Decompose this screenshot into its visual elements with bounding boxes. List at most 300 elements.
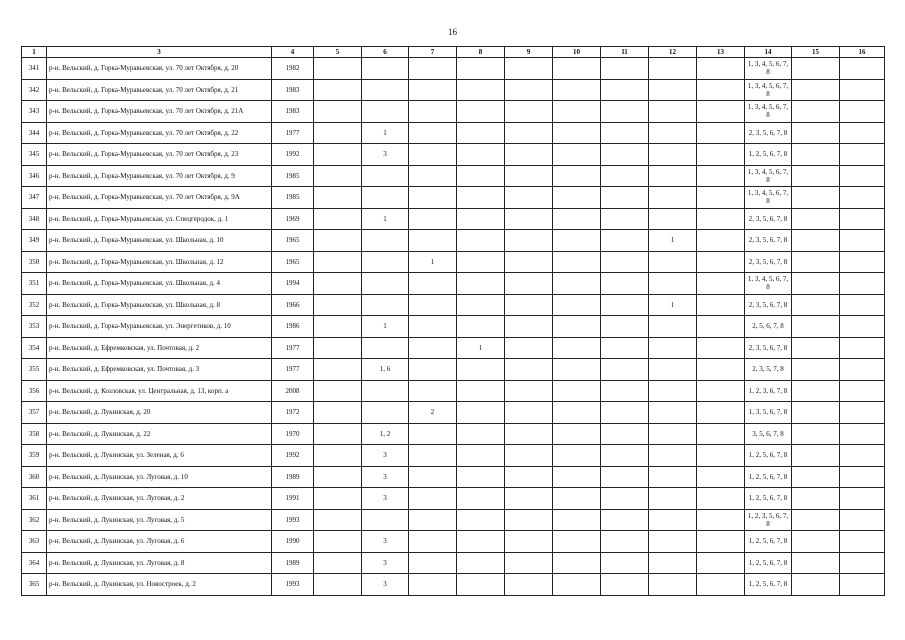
col11-cell xyxy=(601,273,649,295)
row-number-cell: 342 xyxy=(22,79,47,101)
col7-cell xyxy=(409,273,457,295)
col9-cell xyxy=(505,445,553,467)
row-number-cell: 349 xyxy=(22,230,47,252)
col5-cell xyxy=(314,294,362,316)
col14-cell: 2, 3, 5, 6, 7, 8 xyxy=(745,294,792,316)
col9-cell xyxy=(505,251,553,273)
col5-cell xyxy=(314,337,362,359)
col6-cell: 1 xyxy=(362,122,409,144)
table-row xyxy=(22,445,885,467)
year-cell: 1977 xyxy=(272,359,314,381)
col14-cell: 1, 3, 4, 5, 6, 7, 8 xyxy=(745,273,792,295)
table-row xyxy=(22,187,885,209)
col11-cell xyxy=(601,445,649,467)
year-cell: 1965 xyxy=(272,230,314,252)
col10-cell xyxy=(553,574,601,596)
col13-cell xyxy=(697,552,745,574)
col5-cell xyxy=(314,101,362,123)
col6-cell: 1, 2 xyxy=(362,423,409,445)
col16-cell xyxy=(840,402,885,424)
col9-cell xyxy=(505,574,553,596)
address-cell: р-н. Вельский, д. Горка-Муравьевская, ул. Спецгеродок, д. 1 xyxy=(47,208,272,230)
col16-cell xyxy=(840,531,885,553)
year-cell: 1993 xyxy=(272,509,314,531)
col15-cell xyxy=(792,230,840,252)
col6-cell xyxy=(362,402,409,424)
col14-cell: 1, 3, 4, 5, 6, 7, 8 xyxy=(745,187,792,209)
col9-cell xyxy=(505,402,553,424)
column-header-8: 8 xyxy=(457,47,505,58)
col7-cell xyxy=(409,445,457,467)
year-cell: 1977 xyxy=(272,122,314,144)
row-number-cell: 361 xyxy=(22,488,47,510)
column-header-7: 7 xyxy=(409,47,457,58)
col15-cell xyxy=(792,466,840,488)
col10-cell xyxy=(553,509,601,531)
col6-cell: 3 xyxy=(362,445,409,467)
col12-cell xyxy=(649,165,697,187)
col16-cell xyxy=(840,208,885,230)
col9-cell xyxy=(505,165,553,187)
col7-cell xyxy=(409,337,457,359)
col5-cell xyxy=(314,58,362,80)
col16-cell xyxy=(840,294,885,316)
col6-cell: 3 xyxy=(362,466,409,488)
row-number-cell: 363 xyxy=(22,531,47,553)
col9-cell xyxy=(505,294,553,316)
col7-cell xyxy=(409,294,457,316)
col16-cell xyxy=(840,122,885,144)
col14-cell: 2, 3, 5, 6, 7, 8 xyxy=(745,230,792,252)
year-cell: 1969 xyxy=(272,208,314,230)
address-cell: р-н. Вельский, д. Горка-Муравьевская, ул. Энергетиков, д. 10 xyxy=(47,316,272,338)
address-cell: р-н. Вельский, д. Лукинская, ул. Луговая, д. 2 xyxy=(47,488,272,510)
col14-cell: 1, 2, 3, 6, 7, 8 xyxy=(745,380,792,402)
col16-cell xyxy=(840,574,885,596)
col12-cell xyxy=(649,531,697,553)
col7-cell xyxy=(409,316,457,338)
col12-cell xyxy=(649,337,697,359)
address-cell: р-н. Вельский, д. Горка-Муравьевская, ул. 70 лет Октября, д. 22 xyxy=(47,122,272,144)
table-row xyxy=(22,316,885,338)
col11-cell xyxy=(601,144,649,166)
table-row xyxy=(22,144,885,166)
col14-cell: 2, 3, 5, 6, 7, 8 xyxy=(745,251,792,273)
table-row xyxy=(22,402,885,424)
col8-cell xyxy=(457,208,505,230)
col14-cell: 1, 2, 5, 6, 7, 8 xyxy=(745,144,792,166)
col15-cell xyxy=(792,445,840,467)
col10-cell xyxy=(553,122,601,144)
col15-cell xyxy=(792,359,840,381)
col6-cell: 1 xyxy=(362,316,409,338)
col15-cell xyxy=(792,531,840,553)
col15-cell xyxy=(792,552,840,574)
col11-cell xyxy=(601,251,649,273)
col14-cell: 2, 3, 5, 6, 7, 8 xyxy=(745,122,792,144)
col15-cell xyxy=(792,187,840,209)
year-cell: 1983 xyxy=(272,101,314,123)
col13-cell xyxy=(697,488,745,510)
col13-cell xyxy=(697,208,745,230)
col15-cell xyxy=(792,488,840,510)
col13-cell xyxy=(697,251,745,273)
col14-cell: 1, 2, 5, 6, 7, 8 xyxy=(745,552,792,574)
table-row xyxy=(22,58,885,80)
col12-cell xyxy=(649,509,697,531)
row-number-cell: 362 xyxy=(22,509,47,531)
col12-cell xyxy=(649,466,697,488)
col13-cell xyxy=(697,509,745,531)
table-row xyxy=(22,531,885,553)
row-number-cell: 343 xyxy=(22,101,47,123)
col13-cell xyxy=(697,101,745,123)
col10-cell xyxy=(553,187,601,209)
table-row xyxy=(22,509,885,531)
col15-cell xyxy=(792,402,840,424)
col7-cell xyxy=(409,380,457,402)
col11-cell xyxy=(601,58,649,80)
col14-cell: 1, 2, 5, 6, 7, 8 xyxy=(745,445,792,467)
year-cell: 1966 xyxy=(272,294,314,316)
col12-cell xyxy=(649,208,697,230)
col5-cell xyxy=(314,359,362,381)
col9-cell xyxy=(505,509,553,531)
col14-cell: 3, 5, 6, 7, 8 xyxy=(745,423,792,445)
header-row xyxy=(22,47,885,58)
address-cell: р-н. Вельский, д. Козловская, ул. Центральная, д. 13, корп. а xyxy=(47,380,272,402)
col15-cell xyxy=(792,101,840,123)
col10-cell xyxy=(553,380,601,402)
column-header-16: 16 xyxy=(840,47,885,58)
col9-cell xyxy=(505,58,553,80)
address-cell: р-н. Вельский, д. Горка-Муравьевская, ул. 70 лет Октября, д. 9А xyxy=(47,187,272,209)
col5-cell xyxy=(314,187,362,209)
col16-cell xyxy=(840,488,885,510)
col10-cell xyxy=(553,58,601,80)
col7-cell xyxy=(409,531,457,553)
column-header-13: 13 xyxy=(697,47,745,58)
col12-cell xyxy=(649,380,697,402)
col14-cell: 2, 3, 5, 6, 7, 8 xyxy=(745,208,792,230)
row-number-cell: 344 xyxy=(22,122,47,144)
col12-cell xyxy=(649,101,697,123)
col7-cell xyxy=(409,144,457,166)
col16-cell xyxy=(840,509,885,531)
col8-cell xyxy=(457,294,505,316)
col9-cell xyxy=(505,316,553,338)
col10-cell xyxy=(553,251,601,273)
year-cell: 1990 xyxy=(272,531,314,553)
table-row xyxy=(22,165,885,187)
col11-cell xyxy=(601,423,649,445)
col5-cell xyxy=(314,208,362,230)
col13-cell xyxy=(697,316,745,338)
col11-cell xyxy=(601,574,649,596)
col14-cell: 1, 2, 3, 5, 6, 7, 8 xyxy=(745,509,792,531)
address-cell: р-н. Вельский, д. Лукинская, ул. Луговая, д. 6 xyxy=(47,531,272,553)
col8-cell xyxy=(457,165,505,187)
year-cell: 1965 xyxy=(272,251,314,273)
col14-cell: 1, 3, 4, 5, 6, 7, 8 xyxy=(745,58,792,80)
col14-cell: 1, 2, 5, 6, 7, 8 xyxy=(745,466,792,488)
col14-cell: 1, 3, 4, 5, 6, 7, 8 xyxy=(745,79,792,101)
col12-cell xyxy=(649,273,697,295)
col14-cell: 2, 5, 6, 7, 8 xyxy=(745,316,792,338)
table-body xyxy=(22,58,885,596)
col12-cell xyxy=(649,122,697,144)
address-cell: р-н. Вельский, д. Горка-Муравьевская, ул. 70 лет Октября, д. 23 xyxy=(47,144,272,166)
col5-cell xyxy=(314,466,362,488)
row-number-cell: 348 xyxy=(22,208,47,230)
col7-cell xyxy=(409,466,457,488)
col8-cell: 1 xyxy=(457,337,505,359)
col13-cell xyxy=(697,122,745,144)
col12-cell xyxy=(649,359,697,381)
col8-cell xyxy=(457,58,505,80)
col6-cell xyxy=(362,380,409,402)
col11-cell xyxy=(601,402,649,424)
col15-cell xyxy=(792,509,840,531)
col16-cell xyxy=(840,79,885,101)
year-cell: 1989 xyxy=(272,552,314,574)
col11-cell xyxy=(601,79,649,101)
col16-cell xyxy=(840,251,885,273)
col12-cell xyxy=(649,316,697,338)
col10-cell xyxy=(553,423,601,445)
col10-cell xyxy=(553,79,601,101)
col9-cell xyxy=(505,466,553,488)
col10-cell xyxy=(553,294,601,316)
col5-cell xyxy=(314,488,362,510)
col5-cell xyxy=(314,531,362,553)
col10-cell xyxy=(553,144,601,166)
col16-cell xyxy=(840,273,885,295)
address-cell: р-н. Вельский, д. Горка-Муравьевская, ул. 70 лет Октября, д. 21А xyxy=(47,101,272,123)
column-header-6: 6 xyxy=(362,47,409,58)
col16-cell xyxy=(840,423,885,445)
col5-cell xyxy=(314,423,362,445)
col15-cell xyxy=(792,273,840,295)
col10-cell xyxy=(553,316,601,338)
col5-cell xyxy=(314,230,362,252)
col13-cell xyxy=(697,337,745,359)
column-header-10: 10 xyxy=(553,47,601,58)
address-cell: р-н. Вельский, д. Горка-Муравьевская, ул. Школьная, д. 8 xyxy=(47,294,272,316)
row-number-cell: 364 xyxy=(22,552,47,574)
col11-cell xyxy=(601,122,649,144)
col8-cell xyxy=(457,122,505,144)
col9-cell xyxy=(505,230,553,252)
col16-cell xyxy=(840,552,885,574)
col10-cell xyxy=(553,208,601,230)
row-number-cell: 365 xyxy=(22,574,47,596)
year-cell: 1972 xyxy=(272,402,314,424)
col5-cell xyxy=(314,509,362,531)
row-number-cell: 345 xyxy=(22,144,47,166)
col6-cell xyxy=(362,187,409,209)
address-cell: р-н. Вельский, д. Лукинская, д. 20 xyxy=(47,402,272,424)
col8-cell xyxy=(457,380,505,402)
col7-cell: 2 xyxy=(409,402,457,424)
col11-cell xyxy=(601,552,649,574)
col13-cell xyxy=(697,144,745,166)
col12-cell xyxy=(649,552,697,574)
col10-cell xyxy=(553,445,601,467)
col14-cell: 1, 3, 4, 5, 6, 7, 8 xyxy=(745,101,792,123)
row-number-cell: 353 xyxy=(22,316,47,338)
col11-cell xyxy=(601,101,649,123)
col14-cell: 1, 3, 4, 5, 6, 7, 8 xyxy=(745,165,792,187)
col6-cell: 3 xyxy=(362,552,409,574)
row-number-cell: 357 xyxy=(22,402,47,424)
address-cell: р-н. Вельский, д. Лукинская, ул. Луговая, д. 5 xyxy=(47,509,272,531)
col7-cell xyxy=(409,552,457,574)
address-cell: р-н. Вельский, д. Лукинская, ул. Новостроек, д. 2 xyxy=(47,574,272,596)
col9-cell xyxy=(505,423,553,445)
col11-cell xyxy=(601,165,649,187)
col7-cell xyxy=(409,187,457,209)
col7-cell xyxy=(409,122,457,144)
col8-cell xyxy=(457,316,505,338)
col12-cell xyxy=(649,58,697,80)
year-cell: 1985 xyxy=(272,165,314,187)
col8-cell xyxy=(457,466,505,488)
table-row xyxy=(22,423,885,445)
row-number-cell: 351 xyxy=(22,273,47,295)
address-cell: р-н. Вельский, д. Горка-Муравьевская, ул. Школьная, д. 4 xyxy=(47,273,272,295)
address-cell: р-н. Вельский, д. Лукинская, ул. Луговая, д. 8 xyxy=(47,552,272,574)
col9-cell xyxy=(505,208,553,230)
table-row xyxy=(22,337,885,359)
col11-cell xyxy=(601,380,649,402)
col9-cell xyxy=(505,359,553,381)
year-cell: 1992 xyxy=(272,445,314,467)
address-cell: р-н. Вельский, д. Горка-Муравьевская, ул. 70 лет Октября, д. 20 xyxy=(47,58,272,80)
column-header-11: 11 xyxy=(601,47,649,58)
table-row xyxy=(22,466,885,488)
row-number-cell: 359 xyxy=(22,445,47,467)
col16-cell xyxy=(840,101,885,123)
col10-cell xyxy=(553,402,601,424)
table-row xyxy=(22,101,885,123)
row-number-cell: 355 xyxy=(22,359,47,381)
col11-cell xyxy=(601,316,649,338)
col6-cell xyxy=(362,165,409,187)
row-number-cell: 350 xyxy=(22,251,47,273)
col5-cell xyxy=(314,552,362,574)
col12-cell xyxy=(649,187,697,209)
column-header-15: 15 xyxy=(792,47,840,58)
col6-cell xyxy=(362,509,409,531)
col16-cell xyxy=(840,380,885,402)
col13-cell xyxy=(697,359,745,381)
col6-cell: 1, 6 xyxy=(362,359,409,381)
col14-cell: 1, 2, 5, 6, 7, 8 xyxy=(745,531,792,553)
col5-cell xyxy=(314,144,362,166)
col10-cell xyxy=(553,273,601,295)
col15-cell xyxy=(792,122,840,144)
col5-cell xyxy=(314,380,362,402)
col9-cell xyxy=(505,122,553,144)
year-cell: 1982 xyxy=(272,58,314,80)
col5-cell xyxy=(314,251,362,273)
col5-cell xyxy=(314,273,362,295)
row-number-cell: 358 xyxy=(22,423,47,445)
table-row xyxy=(22,251,885,273)
col8-cell xyxy=(457,423,505,445)
col13-cell xyxy=(697,574,745,596)
row-number-cell: 360 xyxy=(22,466,47,488)
col11-cell xyxy=(601,509,649,531)
col6-cell xyxy=(362,230,409,252)
col10-cell xyxy=(553,552,601,574)
col12-cell xyxy=(649,445,697,467)
col11-cell xyxy=(601,187,649,209)
row-number-cell: 341 xyxy=(22,58,47,80)
col10-cell xyxy=(553,337,601,359)
col16-cell xyxy=(840,316,885,338)
col6-cell: 3 xyxy=(362,531,409,553)
col8-cell xyxy=(457,359,505,381)
col8-cell xyxy=(457,230,505,252)
col9-cell xyxy=(505,552,553,574)
col7-cell: 1 xyxy=(409,251,457,273)
col13-cell xyxy=(697,273,745,295)
col8-cell xyxy=(457,574,505,596)
col13-cell xyxy=(697,445,745,467)
col5-cell xyxy=(314,402,362,424)
row-number-cell: 346 xyxy=(22,165,47,187)
address-cell: р-н. Вельский, д. Ефремковская, ул. Почтовая, д. 3 xyxy=(47,359,272,381)
year-cell: 1994 xyxy=(272,273,314,295)
col14-cell: 2, 3, 5, 6, 7, 8 xyxy=(745,337,792,359)
col11-cell xyxy=(601,359,649,381)
col12-cell xyxy=(649,488,697,510)
year-cell: 2008 xyxy=(272,380,314,402)
col6-cell: 3 xyxy=(362,144,409,166)
col16-cell xyxy=(840,466,885,488)
col11-cell xyxy=(601,294,649,316)
col12-cell xyxy=(649,144,697,166)
row-number-cell: 352 xyxy=(22,294,47,316)
col8-cell xyxy=(457,552,505,574)
col16-cell xyxy=(840,230,885,252)
col5-cell xyxy=(314,445,362,467)
col10-cell xyxy=(553,101,601,123)
table-row xyxy=(22,359,885,381)
row-number-cell: 347 xyxy=(22,187,47,209)
col9-cell xyxy=(505,488,553,510)
col8-cell xyxy=(457,531,505,553)
col15-cell xyxy=(792,79,840,101)
col10-cell xyxy=(553,531,601,553)
row-number-cell: 354 xyxy=(22,337,47,359)
col10-cell xyxy=(553,466,601,488)
year-cell: 1986 xyxy=(272,316,314,338)
address-cell: р-н. Вельский, д. Лукинская, ул. Зеленая, д. 6 xyxy=(47,445,272,467)
col5-cell xyxy=(314,574,362,596)
year-cell: 1992 xyxy=(272,144,314,166)
col13-cell xyxy=(697,230,745,252)
address-cell: р-н. Вельский, д. Горка-Муравьевская, ул. Школьная, д. 10 xyxy=(47,230,272,252)
col15-cell xyxy=(792,144,840,166)
column-header-4: 4 xyxy=(272,47,314,58)
col7-cell xyxy=(409,509,457,531)
col9-cell xyxy=(505,337,553,359)
col8-cell xyxy=(457,402,505,424)
table-row xyxy=(22,273,885,295)
